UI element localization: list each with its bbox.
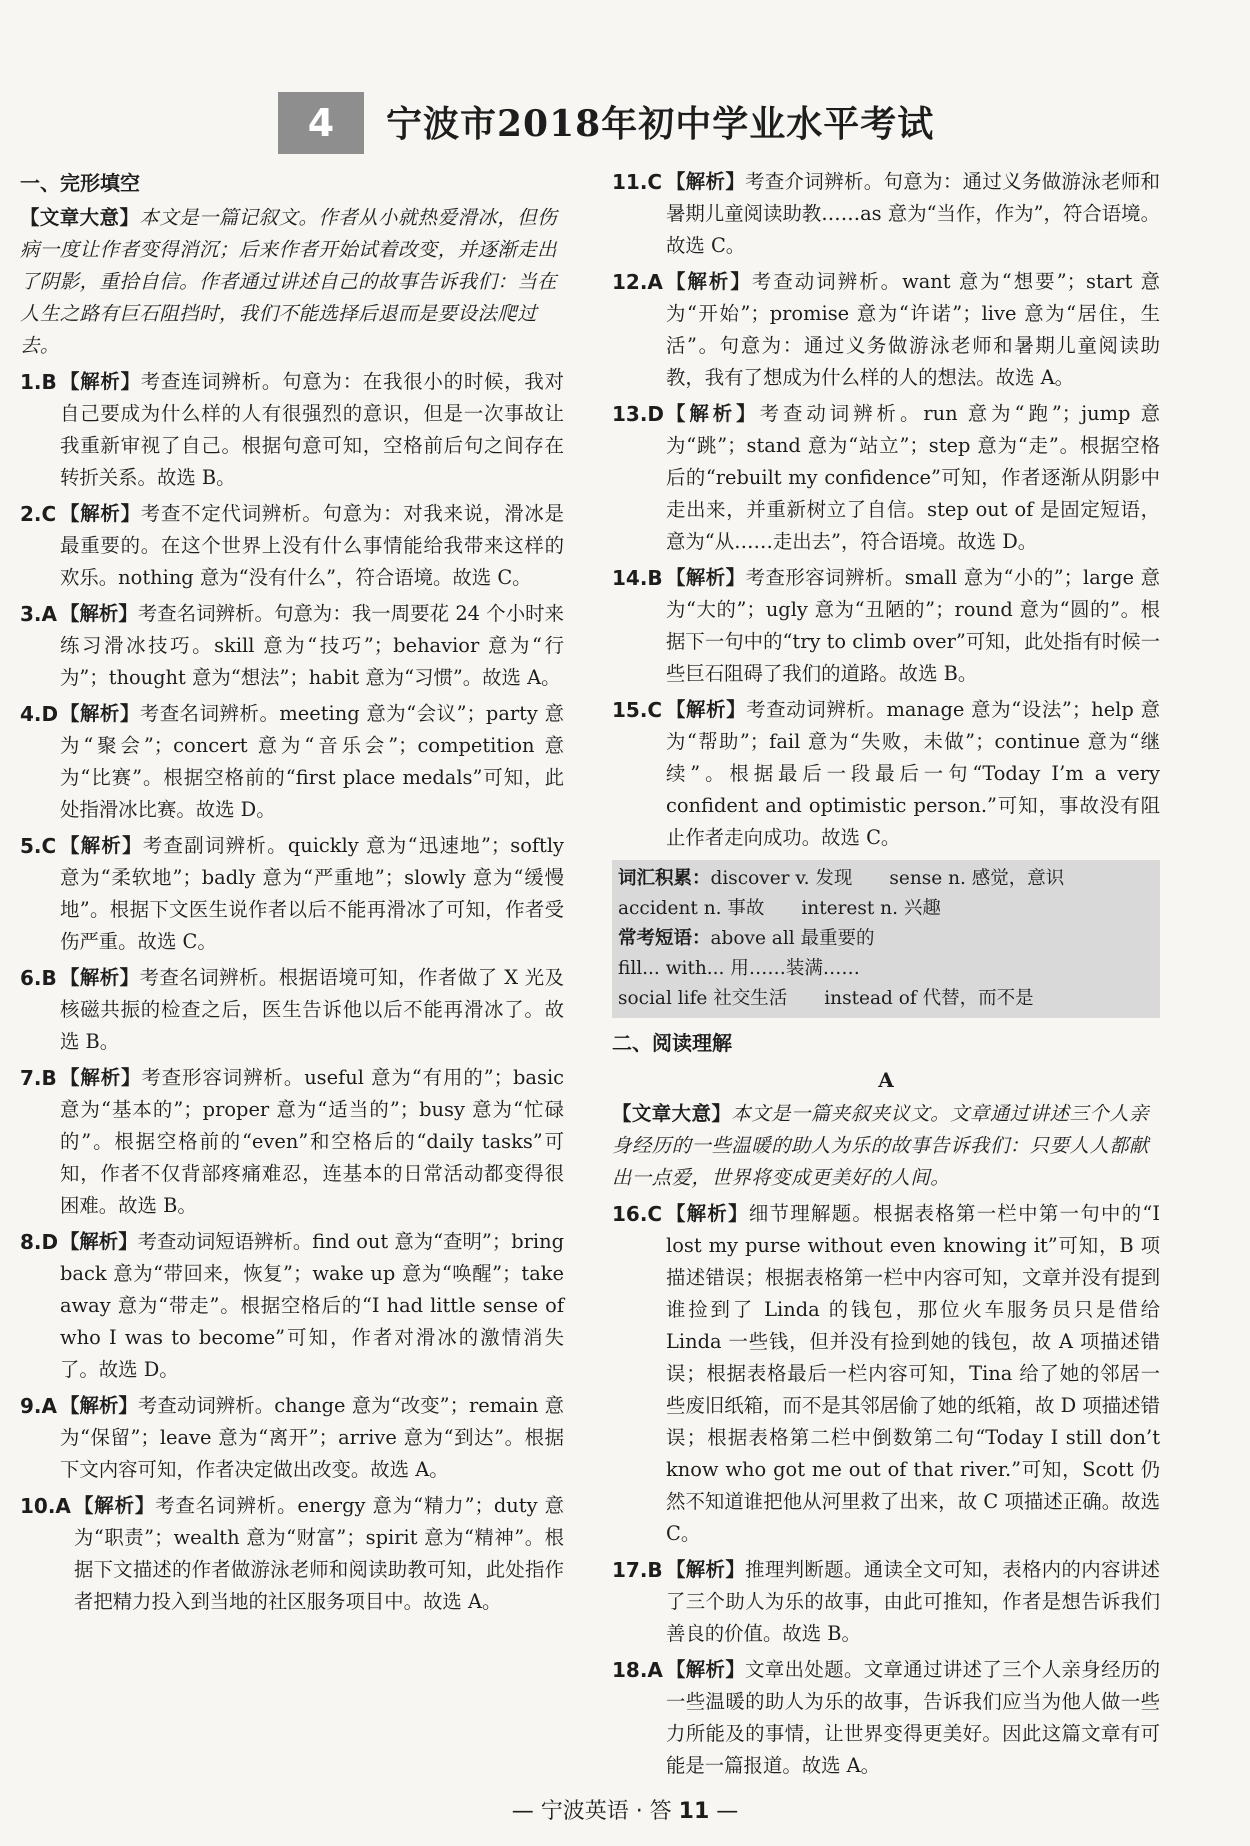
analysis-text: 考查动词短语辨析。find out 意为“查明”；bring back 意为“带回来，恢复”；wake up 意为“唤醒”；take away 意为“带走”。根据空格后的“I had little sense of who I was to become”可知，作者对滑冰的激情消失了。故选 D。 (60, 1230, 564, 1381)
vocab-text: above all 最重要的 (710, 928, 875, 949)
summary-tag: 【文章大意】 (612, 1102, 732, 1125)
vocab-row (618, 894, 1154, 924)
answer-number: 9.A (20, 1394, 57, 1418)
analysis-tag: 【解析】 (60, 966, 140, 989)
answer-item (20, 698, 564, 826)
vocab-row (618, 864, 1154, 894)
answer-number: 13.D (612, 402, 665, 426)
answer-number: 14.B (612, 566, 663, 590)
answer-item (20, 962, 564, 1058)
answer-item (612, 694, 1160, 854)
vocab-row (618, 924, 1154, 954)
answer-item (612, 562, 1160, 690)
analysis-text: 考查动词辨析。manage 意为“设法”；help 意为“帮助”；fail 意为“失败，未做”；continue 意为“继续”。根据最后一段最后一句“Today I’m a very confident and optimistic person.”可知，事故没有阻止作者走向成功。故选 C。 (666, 698, 1160, 849)
answer-number: 2.C (20, 502, 57, 526)
analysis-tag: 【解析】 (666, 270, 752, 293)
answer-number: 1.B (20, 370, 57, 394)
analysis-tag: 【解析】 (666, 170, 746, 193)
analysis-text: 考查名词辨析。meeting 意为“会议”；party 意为“聚会”；concert 意为“音乐会”；competition 意为“比赛”。根据空格前的“first place medals”可知，此处指滑冰比赛。故选 D。 (60, 702, 564, 821)
answer-number: 10.A (20, 1494, 71, 1518)
analysis-text: 考查介词辨析。句意为：通过义务做游泳老师和暑期儿童阅读助教……as 意为“当作，作为”，符合语境。故选 C。 (666, 170, 1161, 257)
analysis-text: 细节理解题。根据表格第一栏中第一句中的“I lost my purse without even knowing it”可知，B 项描述错误；根据表格第一栏中内容可知，文章并没有提到谁捡到了 Linda 的钱包，那位火车服务员只是借给 Linda 一些钱，但并没有捡到她的钱包，故 A 项描述错误；根据表格最后一栏内容可知，Tina 给了她的邻居一些废旧纸箱，而不是其邻居偷了她的纸箱，故 D 项描述错误；根据表格第二栏中倒数第二句“Today I still don’t know who got me out of that river.”可知，Scott 仍然不知道谁把他从河里救了出来，故 C 项描述正确。故选 C。 (666, 1202, 1160, 1545)
analysis-tag: 【解析】 (60, 1394, 138, 1417)
analysis-text: 文章出处题。文章通过讲述了三个人亲身经历的一些温暖的助人为乐的故事，告诉我们应当为他人做一些力所能及的事情，让世界变得更美好。因此这篇文章有可能是一篇报道。故选 A。 (666, 1658, 1161, 1777)
analysis-text: 考查副词辨析。quickly 意为“迅速地”；softly 意为“柔软地”；badly 意为“严重地”；slowly 意为“缓慢地”。根据下文医生说作者以后不能再滑冰了可知，作者受伤严重。故选 C。 (60, 834, 565, 953)
passage-label: A (878, 1068, 894, 1092)
analysis-text: 考查不定代词辨析。句意为：对我来说，滑冰是最重要的。在这个世界上没有什么事情能给我带来这样的欢乐。nothing 意为“没有什么”，符合语境。故选 C。 (60, 502, 565, 589)
answer-number: 8.D (20, 1230, 59, 1254)
analysis-tag: 【解析】 (60, 370, 141, 393)
page-footer (0, 1794, 1250, 1825)
page-number: 11 (678, 1799, 710, 1824)
summary-cloze (20, 202, 564, 362)
answer-item (612, 1198, 1160, 1550)
answer-number: 7.B (20, 1066, 57, 1090)
answer-item (20, 598, 564, 694)
phrases-label: 常考短语： (618, 928, 711, 949)
analysis-tag: 【解析】 (666, 566, 746, 589)
analysis-text: 考查动词辨析。change 意为“改变”；remain 意为“保留”；leave 意为“离开”；arrive 意为“到达”。根据下文内容可知，作者决定做出改变。故选 A。 (60, 1394, 564, 1481)
answer-list-right-a (612, 166, 1160, 854)
answer-item (612, 266, 1160, 394)
analysis-text: 考查动词辨析。want 意为“想要”；start 意为“开始”；promise 意为“许诺”；live 意为“居住，生活”。句意为：通过义务做游泳老师和暑期儿童阅读助教，我有了想成为什么样的人的想法。故选 A。 (666, 270, 1160, 389)
summary-tag: 【文章大意】 (20, 206, 140, 229)
footer-label: 宁波英语 · 答 (533, 1799, 679, 1824)
analysis-tag: 【解析】 (60, 702, 140, 725)
vocab-text: discover v. 发现 sense n. 感觉，意识 (710, 868, 1065, 889)
page-header (278, 92, 978, 154)
analysis-tag: 【解析】 (666, 1658, 746, 1681)
answer-number: 12.A (612, 270, 663, 294)
analysis-text: 考查形容词辨析。small 意为“小的”；large 意为“大的”；ugly 意为“丑陋的”；round 意为“圆的”。根据下一句中的“try to climb over”可知，此处指有时候一些巨石阻碍了我们的道路。故选 B。 (666, 566, 1161, 685)
analysis-text: 考查形容词辨析。useful 意为“有用的”；basic 意为“基本的”；proper 意为“适当的”；busy 意为“忙碌的”。根据空格前的“even”和空格后的“daily tasks”可知，作者不仅背部疼痛难忍，连基本的日常活动都变得很困难。故选 B。 (60, 1066, 565, 1217)
footer-dash: — (511, 1799, 534, 1824)
vocab-box (612, 860, 1160, 1018)
answer-item (612, 1654, 1160, 1782)
answer-number: 6.B (20, 966, 57, 990)
analysis-tag: 【解析】 (60, 602, 138, 625)
answer-item (20, 366, 564, 494)
analysis-text: 考查名词辨析。energy 意为“精力”；duty 意为“职责”；wealth 意为“财富”；spirit 意为“精神”。根据下文描述的作者做游泳老师和阅读助教可知，此处指作者把精力投入到当地的社区服务项目中。故选 A。 (74, 1494, 564, 1613)
answer-number: 16.C (612, 1202, 663, 1226)
footer-dash: — (709, 1799, 739, 1824)
answer-number: 5.C (20, 834, 57, 858)
analysis-tag: 【解析】 (60, 834, 143, 857)
vocab-text: fill... with... 用……装满…… (618, 958, 860, 979)
answer-item (612, 166, 1160, 262)
section-title-reading: 二、阅读理解 (612, 1031, 732, 1055)
analysis-text: 考查名词辨析。根据语境可知，作者做了 X 光及核磁共振的检查之后，医生告诉他以后不能再滑冰了。故选 B。 (60, 966, 564, 1053)
analysis-text: 考查动词辨析。run 意为“跑”；jump 意为“跳”；stand 意为“站立”；step 意为“走”。根据空格后的“rebuilt my confidence”可知，作者逐渐从阴影中走出来，并重新树立了自信。step out of 是固定短语，意为“从……走出去”，符合语境。故选 D。 (666, 402, 1161, 553)
answer-list-left (20, 366, 564, 1618)
vocab-row (618, 984, 1154, 1014)
section-title-cloze: 一、完形填空 (20, 171, 140, 195)
vocab-label: 词汇积累： (618, 868, 711, 889)
analysis-tag: 【解析】 (666, 1202, 749, 1225)
summary-reading (612, 1098, 1160, 1194)
analysis-text: 考查连词辨析。句意为：在我很小的时候，我对自己要成为什么样的人有很强烈的意识，但是一次事故让我重新审视了自己。根据句意可知，空格前后句之间存在转折关系。故选 B。 (60, 370, 565, 489)
summary-text: 本文是一篇记叙文。作者从小就热爱滑冰，但伤病一度让作者变得消沉；后来作者开始试着改变，并逐渐走出了阴影，重拾自信。作者通过讲述自己的故事告诉我们：当在人生之路有巨石阻挡时，我们不能选择后退而是要设法爬过去。 (20, 206, 558, 357)
answer-item (20, 1062, 564, 1222)
answer-number: 15.C (612, 698, 663, 722)
vocab-text: accident n. 事故 interest n. 兴趣 (618, 898, 941, 919)
analysis-text: 考查名词辨析。句意为：我一周要花 24 个小时来练习滑冰技巧。skill 意为“技巧”；behavior 意为“行为”；thought 意为“想法”；habit 意为“习惯”。故选 A。 (60, 602, 564, 689)
answer-number: 18.A (612, 1658, 663, 1682)
analysis-tag: 【解析】 (60, 1230, 138, 1253)
answer-number: 11.C (612, 170, 663, 194)
answer-number: 4.D (20, 702, 59, 726)
vocab-text: social life 社交生活 instead of 代替，而不是 (618, 988, 1034, 1009)
answer-item (612, 1554, 1160, 1650)
analysis-text: 推理判断题。通读全文可知，表格内的内容讲述了三个助人为乐的故事，由此可推知，作者是想告诉我们善良的价值。故选 B。 (666, 1558, 1161, 1645)
analysis-tag: 【解析】 (60, 502, 141, 525)
analysis-tag: 【解析】 (60, 1066, 142, 1089)
answer-item (612, 398, 1160, 558)
page-title: 宁波市2018年初中学业水平考试 (386, 103, 935, 145)
answer-list-right-b (612, 1198, 1160, 1782)
answer-item (20, 1390, 564, 1486)
answer-item (20, 1490, 564, 1618)
summary-text: 本文是一篇夹叙夹议文。文章通过讲述三个人亲身经历的一些温暖的助人为乐的故事告诉我们：只要人人都献出一点爱，世界将变成更美好的人间。 (612, 1102, 1150, 1189)
right-column (612, 166, 1160, 1786)
answer-number: 17.B (612, 1558, 663, 1582)
answer-number: 3.A (20, 602, 57, 626)
answer-item (20, 1226, 564, 1386)
analysis-tag: 【解析】 (74, 1494, 156, 1517)
analysis-tag: 【解析】 (666, 402, 760, 425)
answer-item (20, 498, 564, 594)
analysis-tag: 【解析】 (666, 1558, 746, 1581)
left-column (20, 166, 564, 1622)
answer-item (20, 830, 564, 958)
analysis-tag: 【解析】 (666, 698, 747, 721)
vocab-row (618, 954, 1154, 984)
exam-number-badge: 4 (278, 92, 364, 154)
